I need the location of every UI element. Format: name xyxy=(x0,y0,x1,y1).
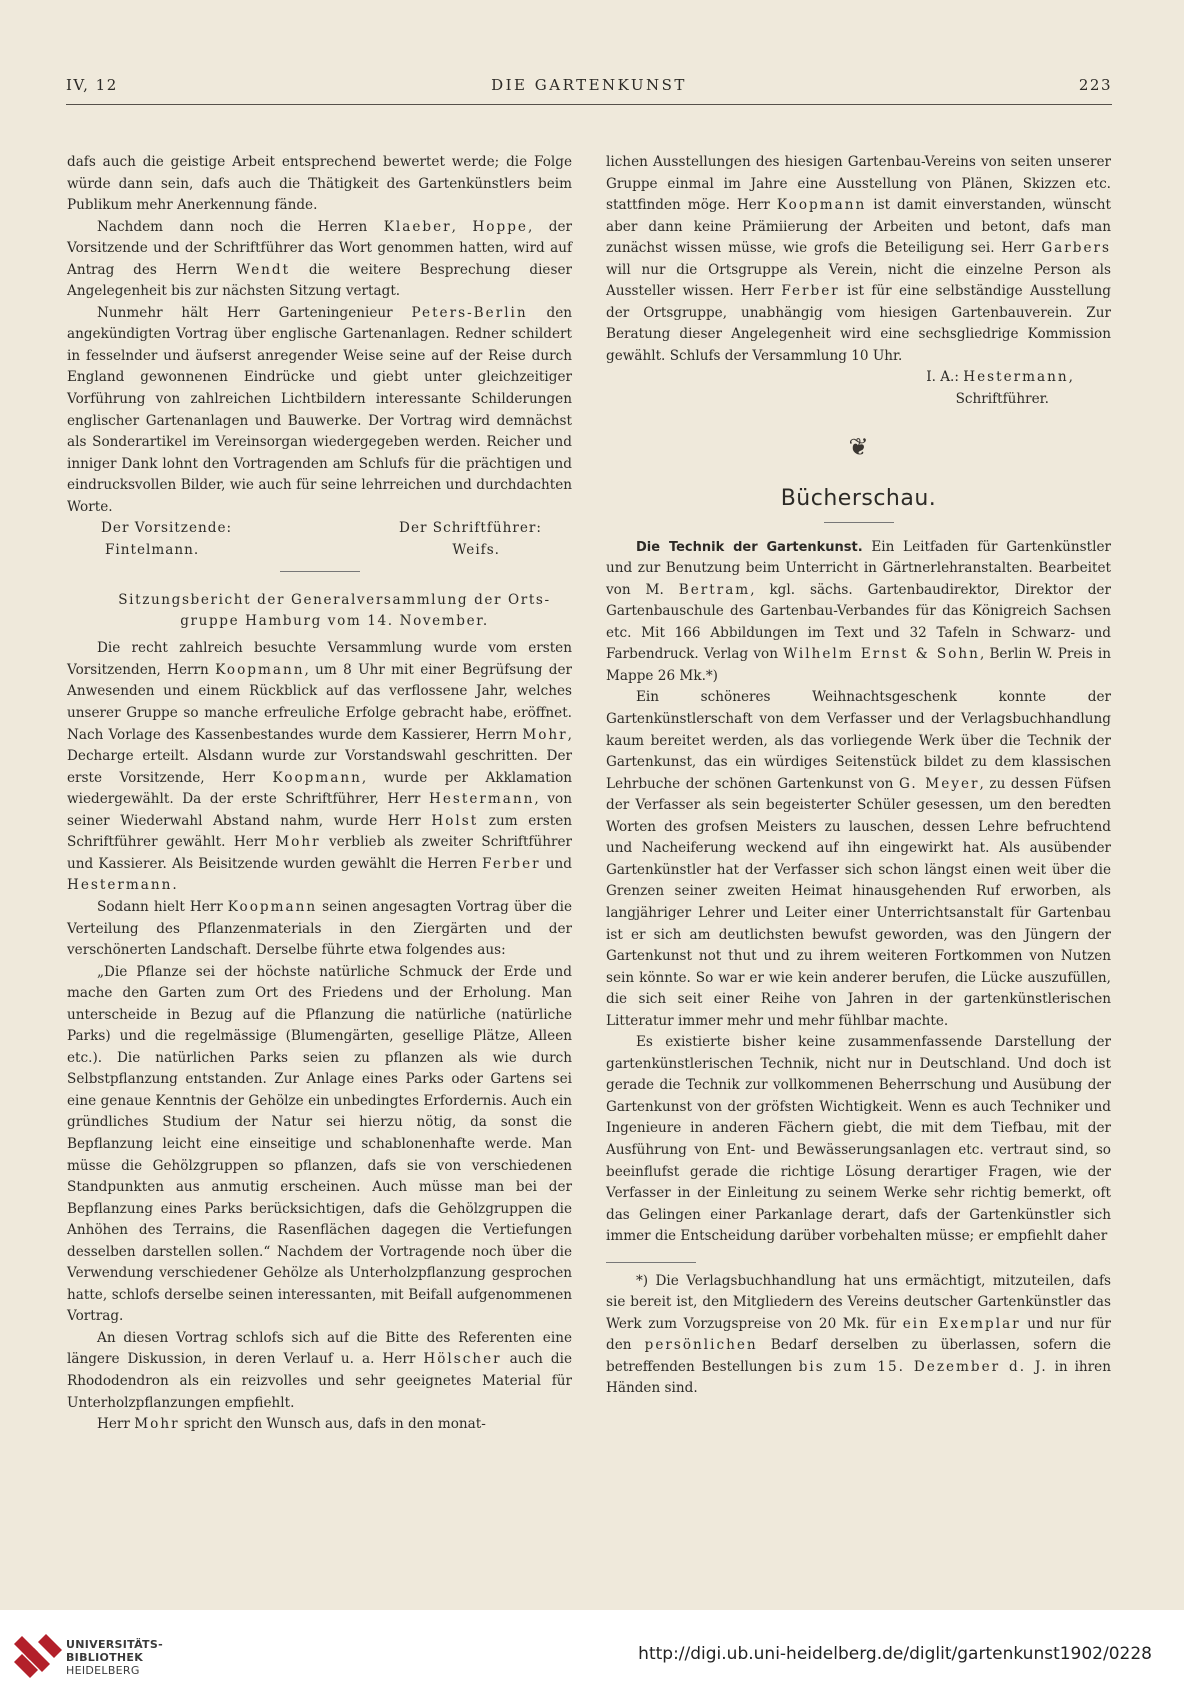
paragraph: Herr Mohr spricht den Wunsch aus, dafs in den monat- xyxy=(97,1416,486,1433)
heading-rule xyxy=(824,522,894,523)
secretary-name: Weifs. xyxy=(452,541,500,558)
journal-title: DIE GARTENKUNST xyxy=(491,76,687,94)
book-title: Die Technik der Gartenkunst. xyxy=(636,539,863,555)
section-divider xyxy=(280,571,360,572)
section-heading: Bücherschau. xyxy=(780,486,937,512)
paragraph: Ein schöneres Weihnachtsgeschenk konnte der Gartenkünstlerschaft von dem Verfasser und der Verlagsbuchhandlung kaum bereitet werden, als das vorliegende Werk über die Technik der Gartenkunst, das ein würdiges Seitenstück bildet zu dem klassischen Lehrbuche der schönen Gartenkunst von G. Meyer, zu dessen Füfsen der Verfasser als sein begeisterter Schüler gesessen, um den beredten Worten des grofsen Meisters zu lauschen, dessen Lehre befruchtend und Nacheiferung weckend auf ihn eingewirkt hat. Als ausübender Gartenkünstler hat der Verfasser sich schon längst einen weit über die Grenzen seiner zweiten Heimat hinausgehenden Ruf erworben, als langjähriger Lehrer und Leiter einer Unterrichtsanstalt für Gartenbau ist er sich am deutlichsten bewufst geworden, was den Jüngern der Gartenkunst not thut und zu ihrem weiteren Fortkommen von Nutzen sein könnte. So war er wie kein anderer berufen, die Lücke auszufüllen, die sich seit einer Reihe von Jahren in der gartenkünstlerischen Litteratur immer mehr und mehr fühlbar machte. xyxy=(606,689,1112,1029)
source-url[interactable]: http://digi.ub.uni-heidelberg.de/diglit/gartenkunst1902/0228 xyxy=(638,1644,1152,1664)
footnote: *) Die Verlagsbuchhandlung hat uns ermächtigt, mitzuteilen, dafs sie bereit ist, den Mitgliedern des Vereins deutscher Gartenkünstler das Werk zum Vorzugspreise von 20 Mk. für ein Exemplar und nur für den persönlichen Bedarf derselben zu überlassen, sofern die betreffenden Bestellungen bis zum 15. Dezember d. J. in ihren Händen sind. xyxy=(606,1272,1111,1397)
chair-label: Der Vorsitzende: xyxy=(101,520,233,537)
signature-labels xyxy=(67,518,572,540)
book-entry: Die Technik der Gartenkunst. Ein Leitfaden für Gartenkünstler und zur Benutzung beim Unterricht in Gärtnerlehranstalten. Bearbeitet von M. Bertram, kgl. sächs. Gartenbaudirektor, Direktor der Gartenbauschule des Gartenbau-Verbandes für das Königreich Sachsen etc. Mit 166 Abbildungen im Text und 32 Tafeln in Schwarz- und Farbendruck. Verlag von Wilhelm Ernst & Sohn, Berlin W. Preis in Mappe 26 Mk.*) xyxy=(606,538,1112,684)
paragraph: Es existierte bisher keine zusammenfassende Darstellung der gartenkünstlerischen Technik, nicht nur in Deutschland. Und doch ist gerade die Technik zur vollkommenen Beherrschung und Ausübung der Gartenkunst von der gröfsten Wichtigkeit. Wenn es auch Techniker und Ingenieure in anderen Fächern giebt, die mit dem Tiefbau, mit der Ausführung von Ent- und Bewässerungsanlagen etc. vertraut sind, so beeinflufst gerade die richtige Lösung derartiger Fragen, wie der Verfasser in der Einleitung zu seinem Werke sehr richtig bemerkt, oft das Gelingen einer Parkanlage derart, dafs der Gartenkünstler sich immer die Entscheidung darüber vorbehalten müsse; er empfiehlt daher xyxy=(606,1034,1111,1245)
paragraph: Sodann hielt Herr Koopmann seinen angesagten Vortrag über die Verteilung des Pflanzenmaterials in den Ziergärten und der verschönerten Landschaft. Derselbe führte etwa folgendes aus: xyxy=(67,898,572,959)
paragraph: dafs auch die geistige Arbeit entsprechend bewertet werde; die Folge würde dann sein, dafs auch die Thätigkeit des Gartenkünstlers beim Publikum mehr Anerkennung fände. xyxy=(67,154,572,214)
right-column xyxy=(606,152,1111,1400)
paragraph: An diesen Vortrag schlofs sich auf die Bitte des Referenten eine längere Diskussion, in deren Verlauf u. a. Herr Hölscher auch die Rhododendron als ein reizvolles und sehr geeignetes Material für Unterholzpflanzungen empfiehlt. xyxy=(67,1329,573,1411)
chair-name: Fintelmann. xyxy=(105,541,200,558)
volume-issue: IV, 12 xyxy=(66,76,118,94)
paragraph: Nunmehr hält Herr Garteningenieur Peters-Berlin den angekündigten Vortrag über englische Gartenanlagen. Redner schildert in fesselnder und äufserst anregender Weise seine auf der Reise durch England gewonnenen Eindrücke und giebt unter gleichzeitiger Vorführung von zahlreichen Lichtbildern interessante Schilderungen englischer Gartenanlagen und Bauwerke. Der Vortrag wird demnächst als Sonderartikel im Vereinsorgan wiedergegeben werden. Reicher und inniger Dank lohnt den Vortragenden am Schlufs für die prächtigen und eindrucksvollen Bilder, wie auch für seine lehrreichen und durchdachten Worte. xyxy=(67,304,573,515)
person-name: Peters-Berlin xyxy=(411,304,528,321)
paragraph: Nachdem dann noch die Herren Klaeber, Hoppe, der Vorsitzende und der Schriftführer das Wort genommen hatten, wird auf Antrag des Herrn Wendt die weitere Besprechung dieser Angelegenheit bis zur nächsten Sitzung vertagt. xyxy=(67,218,572,300)
section-title: Sitzungsbericht der Generalversammlung der Orts- xyxy=(118,592,551,609)
running-header xyxy=(66,76,1112,100)
footnote-rule xyxy=(606,1262,696,1263)
person-name: Klaeber xyxy=(383,218,452,235)
quoted-paragraph: „Die Pflanze sei der höchste natürliche Schmuck der Erde und mache den Garten zum Ort des Friedens und der Erholung. Man unterscheide in Bezug auf die Pflanzung die natürliche (natürliche Parks) und die regelmässige (Blumengärten, gesellige Plätze, Alleen etc.). Die natürlichen Parks seien zu pflanzen als wie durch Selbstpflanzung entstanden. Zur Anlage eines Parks oder Gartens sei eine genaue Kenntnis der Gehölze ein unbedingtes Erfordernis. Auch ein gründliches Studium der Natur sei hierzu nötig, da sonst die Bepflanzung leicht eine einseitige und schablonenhafte werde. Man müsse die Gehölzgruppen so pflanzen, dafs sie von verschiedenen Standpunkten aus anmutig erscheinen. Auch müsse man bei der Bepflanzung eines Parks berücksichtigen, dafs die Gehölzgruppen die Anhöhen des Terrains, die Rasenflächen dagegen die Vertiefungen desselben darstellen sollen.“ Nachdem der Vortragende noch über die Verwendung verschiedener Gehölze als Unterholzpflanzung gesprochen hatte, schlofs derselbe seinen interessanten, mit Beifall aufgenommenen Vortrag. xyxy=(67,963,572,1325)
signature-role: Schriftführer. xyxy=(955,391,1049,408)
section-title-cont: gruppe Hamburg vom 14. November. xyxy=(180,613,489,630)
page-number: 223 xyxy=(1078,76,1112,94)
left-column xyxy=(67,152,572,1436)
header-rule xyxy=(66,104,1112,105)
library-footer xyxy=(0,1610,1184,1706)
library-name: UNIVERSITÄTS- BIBLIOTHEK HEIDELBERG xyxy=(66,1638,163,1677)
signature-names xyxy=(67,540,572,562)
paragraph: lichen Ausstellungen des hiesigen Gartenbau-Vereins von seiten unserer Gruppe einmal im Jahre eine Ausstellung von Plänen, Skizzen etc. stattfinden möge. Herr Koopmann ist damit einverstanden, wünscht aber dann keine Prämiierung der Arbeiten und betont, dafs man zunächst wissen müsse, wie grofs die Beteiligung sei. Herr Garbers will nur die Ortsgruppe als Verein, nicht die einzelne Person als Aussteller wissen. Herr Ferber ist für eine selbständige Ausstellung der Ortsgruppe, unabhängig vom hiesigen Gartenbauverein. Zur Beratung dieser Angelegenheit wird eine sechsgliedrige Kommission gewählt. Schlufs der Versammlung 10 Uhr. xyxy=(606,154,1111,364)
signature: I. A.: Hestermann, xyxy=(926,369,1075,386)
person-name: Wendt xyxy=(236,261,291,278)
flower-ornament-icon: ❦ xyxy=(848,432,869,461)
person-name: Hoppe xyxy=(472,218,528,235)
secretary-label: Der Schriftführer: xyxy=(399,520,542,537)
university-library-logo-icon xyxy=(12,1632,64,1684)
paragraph: Die recht zahlreich besuchte Versammlung wurde vom ersten Vorsitzenden, Herrn Koopmann, um 8 Uhr mit einer Begrüfsung der Anwesenden und einem Rückblick auf das verflossene Jahr, welches unserer Gruppe so manche erfreuliche Erfolge gebracht habe, eröffnet. Nach Vorlage des Kassenbestandes wurde dem Kassierer, Herrn Mohr, Decharge erteilt. Alsdann wurde zur Vorstandswahl geschritten. Der erste Vorsitzende, Herr Koopmann, wurde per Akklamation wiedergewählt. Da der erste Schriftführer, Herr Hestermann, von seiner Wiederwahl Abstand nahm, wurde Herr Holst zum ersten Schriftführer gewählt. Herr Mohr verblieb als zweiter Schriftführer und Kassierer. Als Beisitzende wurden gewählt die Herren Ferber und Hestermann. xyxy=(67,640,573,894)
